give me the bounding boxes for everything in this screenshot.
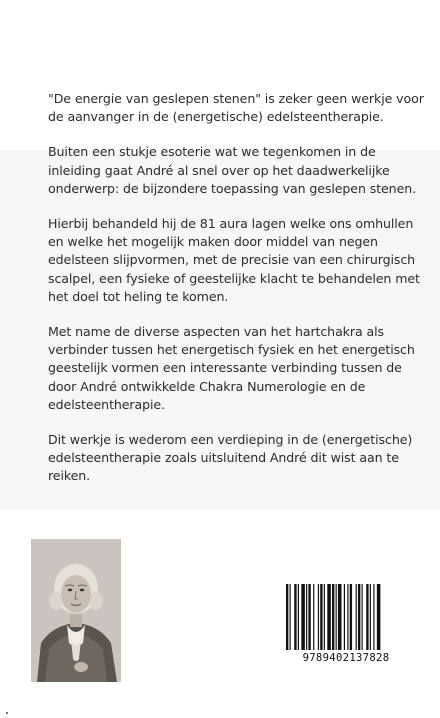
barcode-bar xyxy=(320,584,322,650)
barcode-bar xyxy=(308,584,310,650)
barcode-bars xyxy=(286,584,404,650)
back-cover-blurb xyxy=(48,90,428,503)
barcode-bar xyxy=(336,584,337,650)
barcode-bar xyxy=(350,584,352,650)
barcode-bar xyxy=(327,584,331,650)
blurb-paragraph-2: Buiten een stukje esoterie wat we tegenkomen in de inleiding gaat André al snel over op het daadwerkelijke onderwerp: de bijzondere toepassing van geslepen stenen. xyxy=(48,144,417,196)
barcode-bar xyxy=(370,584,371,650)
barcode-bar xyxy=(338,584,342,650)
barcode-bar xyxy=(313,584,314,650)
portrait-image xyxy=(31,539,121,682)
barcode-bar xyxy=(356,584,357,650)
isbn-number: 9789402137828 xyxy=(302,652,390,664)
barcode-bar xyxy=(344,584,345,650)
barcode-bar xyxy=(373,584,374,650)
barcode-bar xyxy=(298,584,299,650)
barcode-bar xyxy=(358,584,360,650)
blurb-paragraph-1: "De energie van geslepen stenen" is zeker geen werkje voor de aanvanger in de (energetische) edelsteentherapie. xyxy=(48,91,424,125)
barcode-bar xyxy=(301,584,305,650)
barcode-bar xyxy=(290,584,291,650)
barcode-bar xyxy=(286,584,288,650)
barcode-bar xyxy=(377,584,381,650)
blurb-paragraph-3: Hierbij behandeld hij de 81 aura lagen welke ons omhullen en welke het mogelijk maken door middel van negen edelsteen slijpvormen, met de precisie van een chirurgisch scalpel, een fysieke of geestelijke klacht te behandelen met het doel tot heling te komen. xyxy=(48,216,420,304)
barcode-bar xyxy=(324,584,325,650)
blurb-paragraph-5: Dit werkje is wederom een verdieping in de (energetische) edelsteentherapie zoals uitsluitend André dit wist aan te reiken. xyxy=(48,432,413,484)
barcode-bar xyxy=(332,584,334,650)
barcode-bar xyxy=(362,584,363,650)
barcode-bar xyxy=(306,584,307,650)
isbn-barcode xyxy=(276,576,414,673)
barcode-bar xyxy=(294,584,296,650)
barcode-bar xyxy=(347,584,348,650)
barcode-bar xyxy=(366,584,368,650)
blurb-paragraph-4: Met name de diverse aspecten van het hartchakra als verbinder tussen het energetisch fysiek en het energetisch geestelijk vormen een interessante verbinding tussen de door André ontwikkelde Chakra Numerologie en de edelsteentherapie. xyxy=(48,324,415,412)
barcode-bar xyxy=(318,584,319,650)
author-portrait xyxy=(31,539,121,682)
corner-mark xyxy=(6,712,8,714)
